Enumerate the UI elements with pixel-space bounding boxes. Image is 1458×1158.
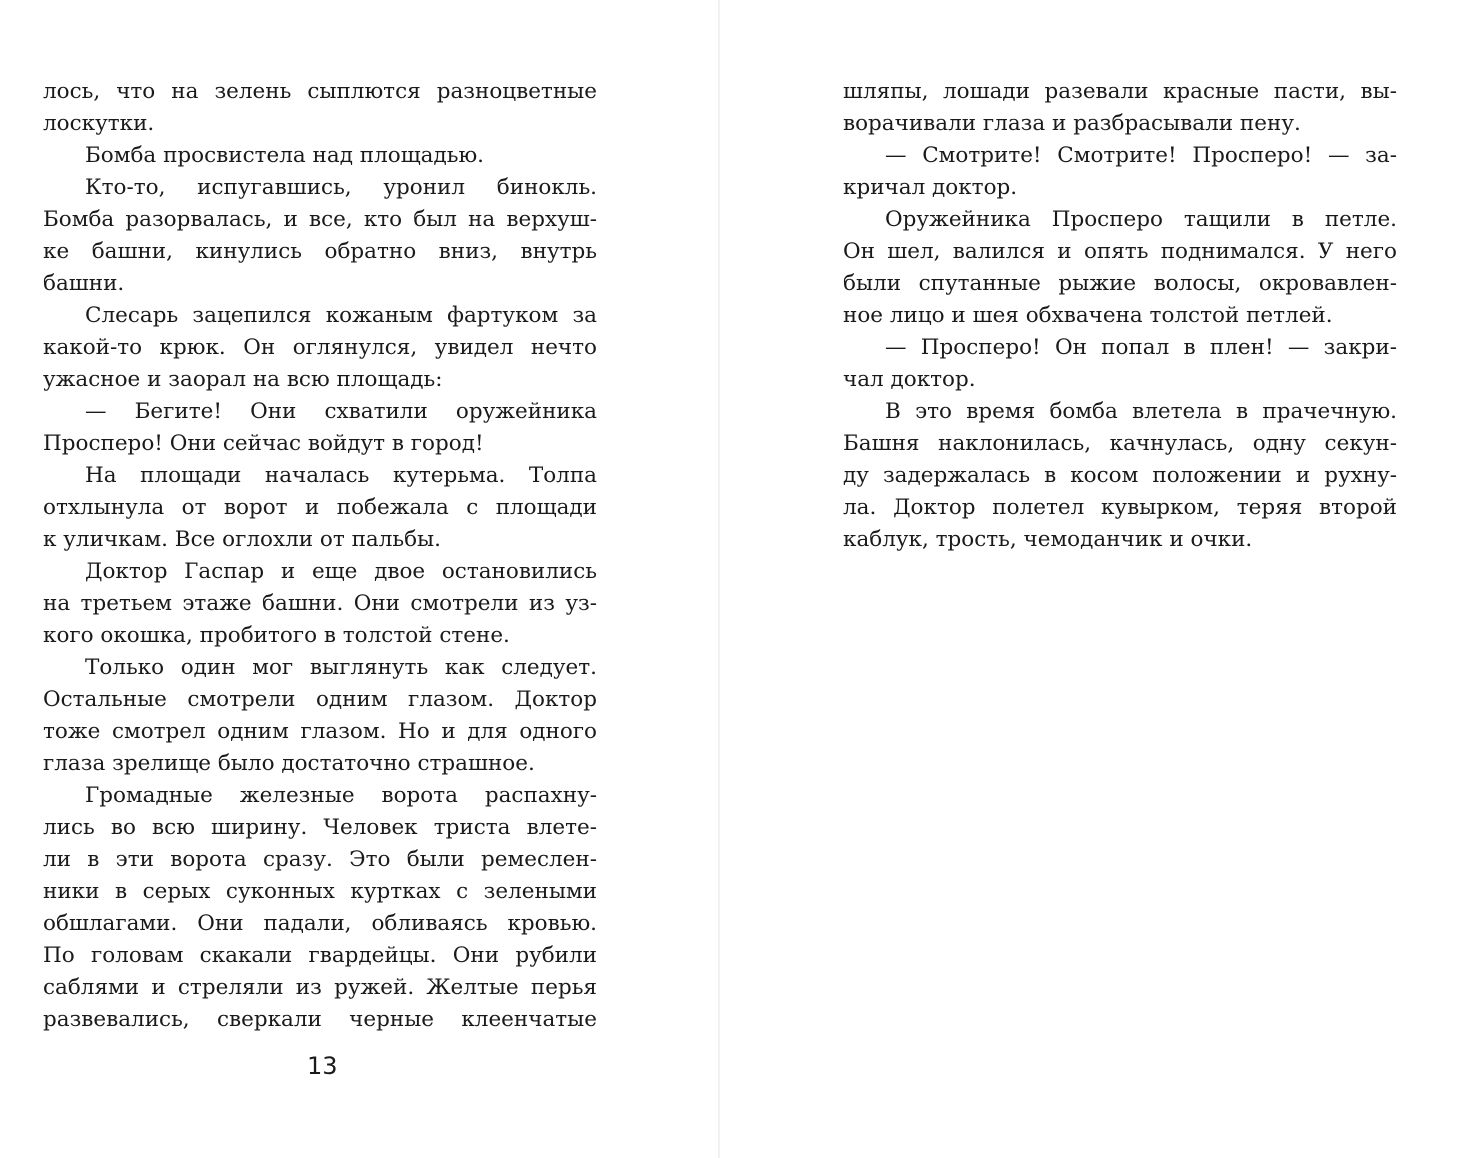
text-line: Доктор Гаспар и еще двое остановились [85, 559, 597, 584]
text-line: к уличкам. Все оглохли от пальбы. [43, 527, 442, 552]
text-line: ужасное и заорал на всю площадь: [43, 367, 443, 392]
text-line: — Смотрите! Смотрите! Просперо! — за- [885, 143, 1397, 168]
text-line: Он шел, валился и опять поднимался. У него [843, 239, 1397, 264]
text-line: лись во всю ширину. Человек триста влете- [43, 815, 597, 840]
text-line: Башня наклонилась, качнулась, одну секун- [843, 431, 1397, 456]
text-line: развевались, сверкали черные клеенчатые [43, 1007, 597, 1032]
page-number: 13 [307, 1052, 338, 1080]
text-line: кого окошка, пробитого в толстой стене. [43, 623, 510, 648]
text-line: ке башни, кинулись обратно вниз, внутрь [43, 239, 597, 264]
text-line: ники в серых суконных куртках с зелеными [43, 879, 597, 904]
text-line: ла. Доктор полетел кувырком, теряя второй [843, 495, 1397, 520]
text-line: шляпы, лошади разевали красные пасти, вы- [843, 79, 1397, 104]
text-line: Бомба просвистела над площадью. [85, 143, 484, 168]
left-page-text [43, 76, 597, 1036]
text-line: глаза зрелище было достаточно страшное. [43, 751, 535, 776]
text-line: ли в эти ворота сразу. Это были ремеслен- [43, 847, 597, 872]
text-line: какой-то крюк. Он оглянулся, увидел нечто [43, 335, 597, 360]
text-line: Громадные железные ворота распахну- [85, 783, 597, 808]
text-line: Только один мог выглянуть как следует. [85, 655, 597, 680]
text-line: саблями и стреляли из ружей. Желтые перья [43, 975, 597, 1000]
text-line: — Просперо! Он попал в плен! — закри- [885, 335, 1397, 360]
text-line: Слесарь зацепился кожаным фартуком за [85, 303, 597, 328]
text-line: Просперо! Они сейчас войдут в город! [43, 431, 484, 456]
text-line: Кто-то, испугавшись, уронил бинокль. [85, 175, 597, 200]
text-line: Остальные смотрели одним глазом. Доктор [43, 687, 597, 712]
text-line: ное лицо и шея обхвачена толстой петлей. [843, 303, 1333, 328]
text-line: чал доктор. [843, 367, 976, 392]
text-line: В это время бомба влетела в прачечную. [885, 399, 1397, 424]
text-line: тоже смотрел одним глазом. Но и для одного [43, 719, 597, 744]
text-line: лоскутки. [43, 111, 155, 136]
text-line: — Бегите! Они схватили оружейника [85, 399, 597, 424]
page-gutter [718, 0, 720, 1158]
text-line: отхлынула от ворот и побежала с площади [43, 495, 597, 520]
text-line: Оружейника Просперо тащили в петле. [885, 207, 1397, 232]
text-line: были спутанные рыжие волосы, окровавлен- [843, 271, 1397, 296]
text-line: башни. [43, 271, 125, 296]
right-page-text [843, 76, 1397, 556]
text-line: обшлагами. Они падали, обливаясь кровью. [43, 911, 597, 936]
text-line: ду задержалась в косом положении и рухну- [843, 463, 1397, 488]
text-line: ворачивали глаза и разбрасывали пену. [843, 111, 1301, 136]
text-line: кричал доктор. [843, 175, 1018, 200]
text-line: На площади началась кутерьма. Толпа [85, 463, 597, 488]
text-line: По головам скакали гвардейцы. Они рубили [43, 943, 597, 968]
text-line: Бомба разорвалась, и все, кто был на верхуш- [43, 207, 597, 232]
text-line: каблук, трость, чемоданчик и очки. [843, 527, 1253, 552]
text-line: лось, что на зелень сыплются разноцветные [43, 79, 597, 104]
text-line: на третьем этаже башни. Они смотрели из уз- [43, 591, 597, 616]
